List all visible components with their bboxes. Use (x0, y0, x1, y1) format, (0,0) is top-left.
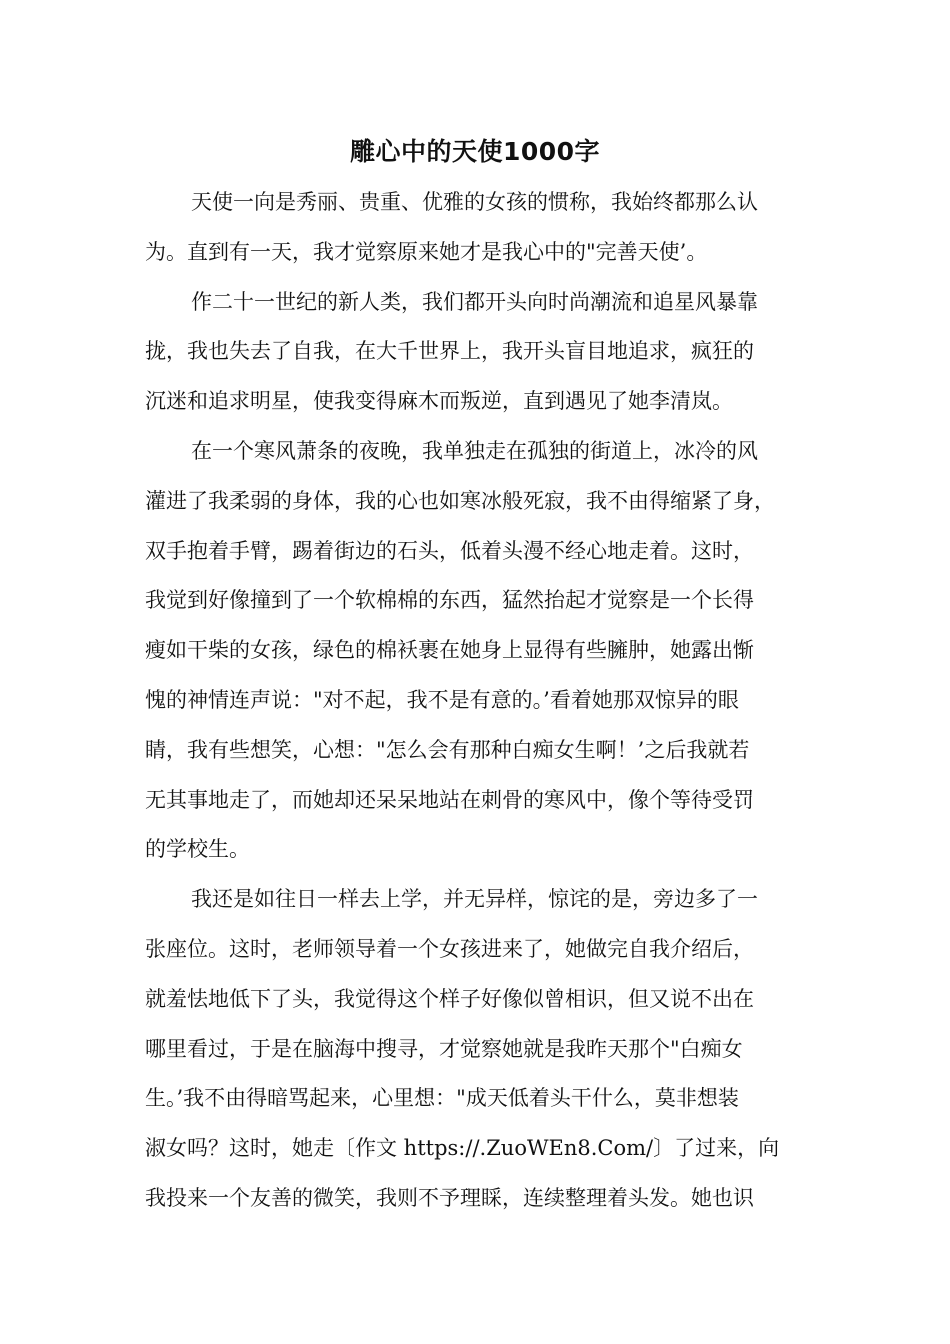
paragraph-line: 的学校生。 (145, 837, 250, 862)
paragraph-line: 我还是如往日一样去上学，并无异样，惊诧的是，旁边多了一 (191, 887, 758, 912)
paragraph-line: 灌进了我柔弱的身体，我的心也如寒冰般死寂，我不由得缩紧了身， (145, 488, 775, 513)
paragraph-line: 睛，我有些想笑，心想："怎么会有那种白痴女生啊！’之后我就若 (145, 737, 750, 762)
paragraph-line: 无其事地走了，而她却还呆呆地站在刺骨的寒风中，像个等待受罚 (145, 787, 754, 812)
paragraph-line: 淑女吗？这时，她走〔作文 https://.ZuoWEn8.Com/〕了过来，向 (145, 1136, 780, 1161)
paragraph-line: 愧的神情连声说："对不起，我不是有意的。’看着她那双惊异的眼 (145, 687, 739, 712)
paragraph-line: 作二十一世纪的新人类，我们都开头向时尚潮流和追星风暴靠 (191, 289, 758, 314)
paragraph-line: 我投来一个友善的微笑，我则不予理睬，连续整理着头发。她也识 (145, 1185, 754, 1210)
paragraph-line: 在一个寒风萧条的夜晚，我单独走在孤独的街道上，冰冷的风 (191, 438, 758, 463)
document-body (145, 178, 810, 1224)
paragraph-line: 张座位。这时，老师领导着一个女孩进来了，她做完自我介绍后， (145, 936, 754, 961)
paragraph-line: 就羞怯地低下了头，我觉得这个样子好像似曾相识，但又说不出在 (145, 986, 754, 1011)
paragraph-line: 为。直到有一天，我才觉察原来她才是我心中的"完善天使’。 (145, 239, 708, 264)
paragraph-line: 我觉到好像撞到了一个软棉棉的东西，猛然抬起才觉察是一个长得 (145, 588, 754, 613)
document-title: 雕心中的天使1000字 (349, 137, 601, 166)
paragraph-line: 瘦如干柴的女孩，绿色的棉袄裹在她身上显得有些臃肿，她露出惭 (145, 638, 754, 663)
paragraph-line: 沉迷和追求明星，使我变得麻木而叛逆，直到遇见了她李清岚。 (145, 389, 733, 414)
paragraph-line: 拢，我也失去了自我，在大千世界上，我开头盲目地追求，疯狂的 (145, 339, 754, 364)
paragraph-line: 哪里看过，于是在脑海中搜寻，才觉察她就是我昨天那个"白痴女 (145, 1036, 743, 1061)
paragraph-line: 天使一向是秀丽、贵重、优雅的女孩的惯称，我始终都那么认 (191, 190, 758, 214)
paragraph-line: 双手抱着手臂，踢着街边的石头，低着头漫不经心地走着。这时， (145, 538, 754, 563)
paragraph-line: 生。’我不由得暗骂起来，心里想："成天低着头干什么，莫非想装 (145, 1086, 739, 1111)
